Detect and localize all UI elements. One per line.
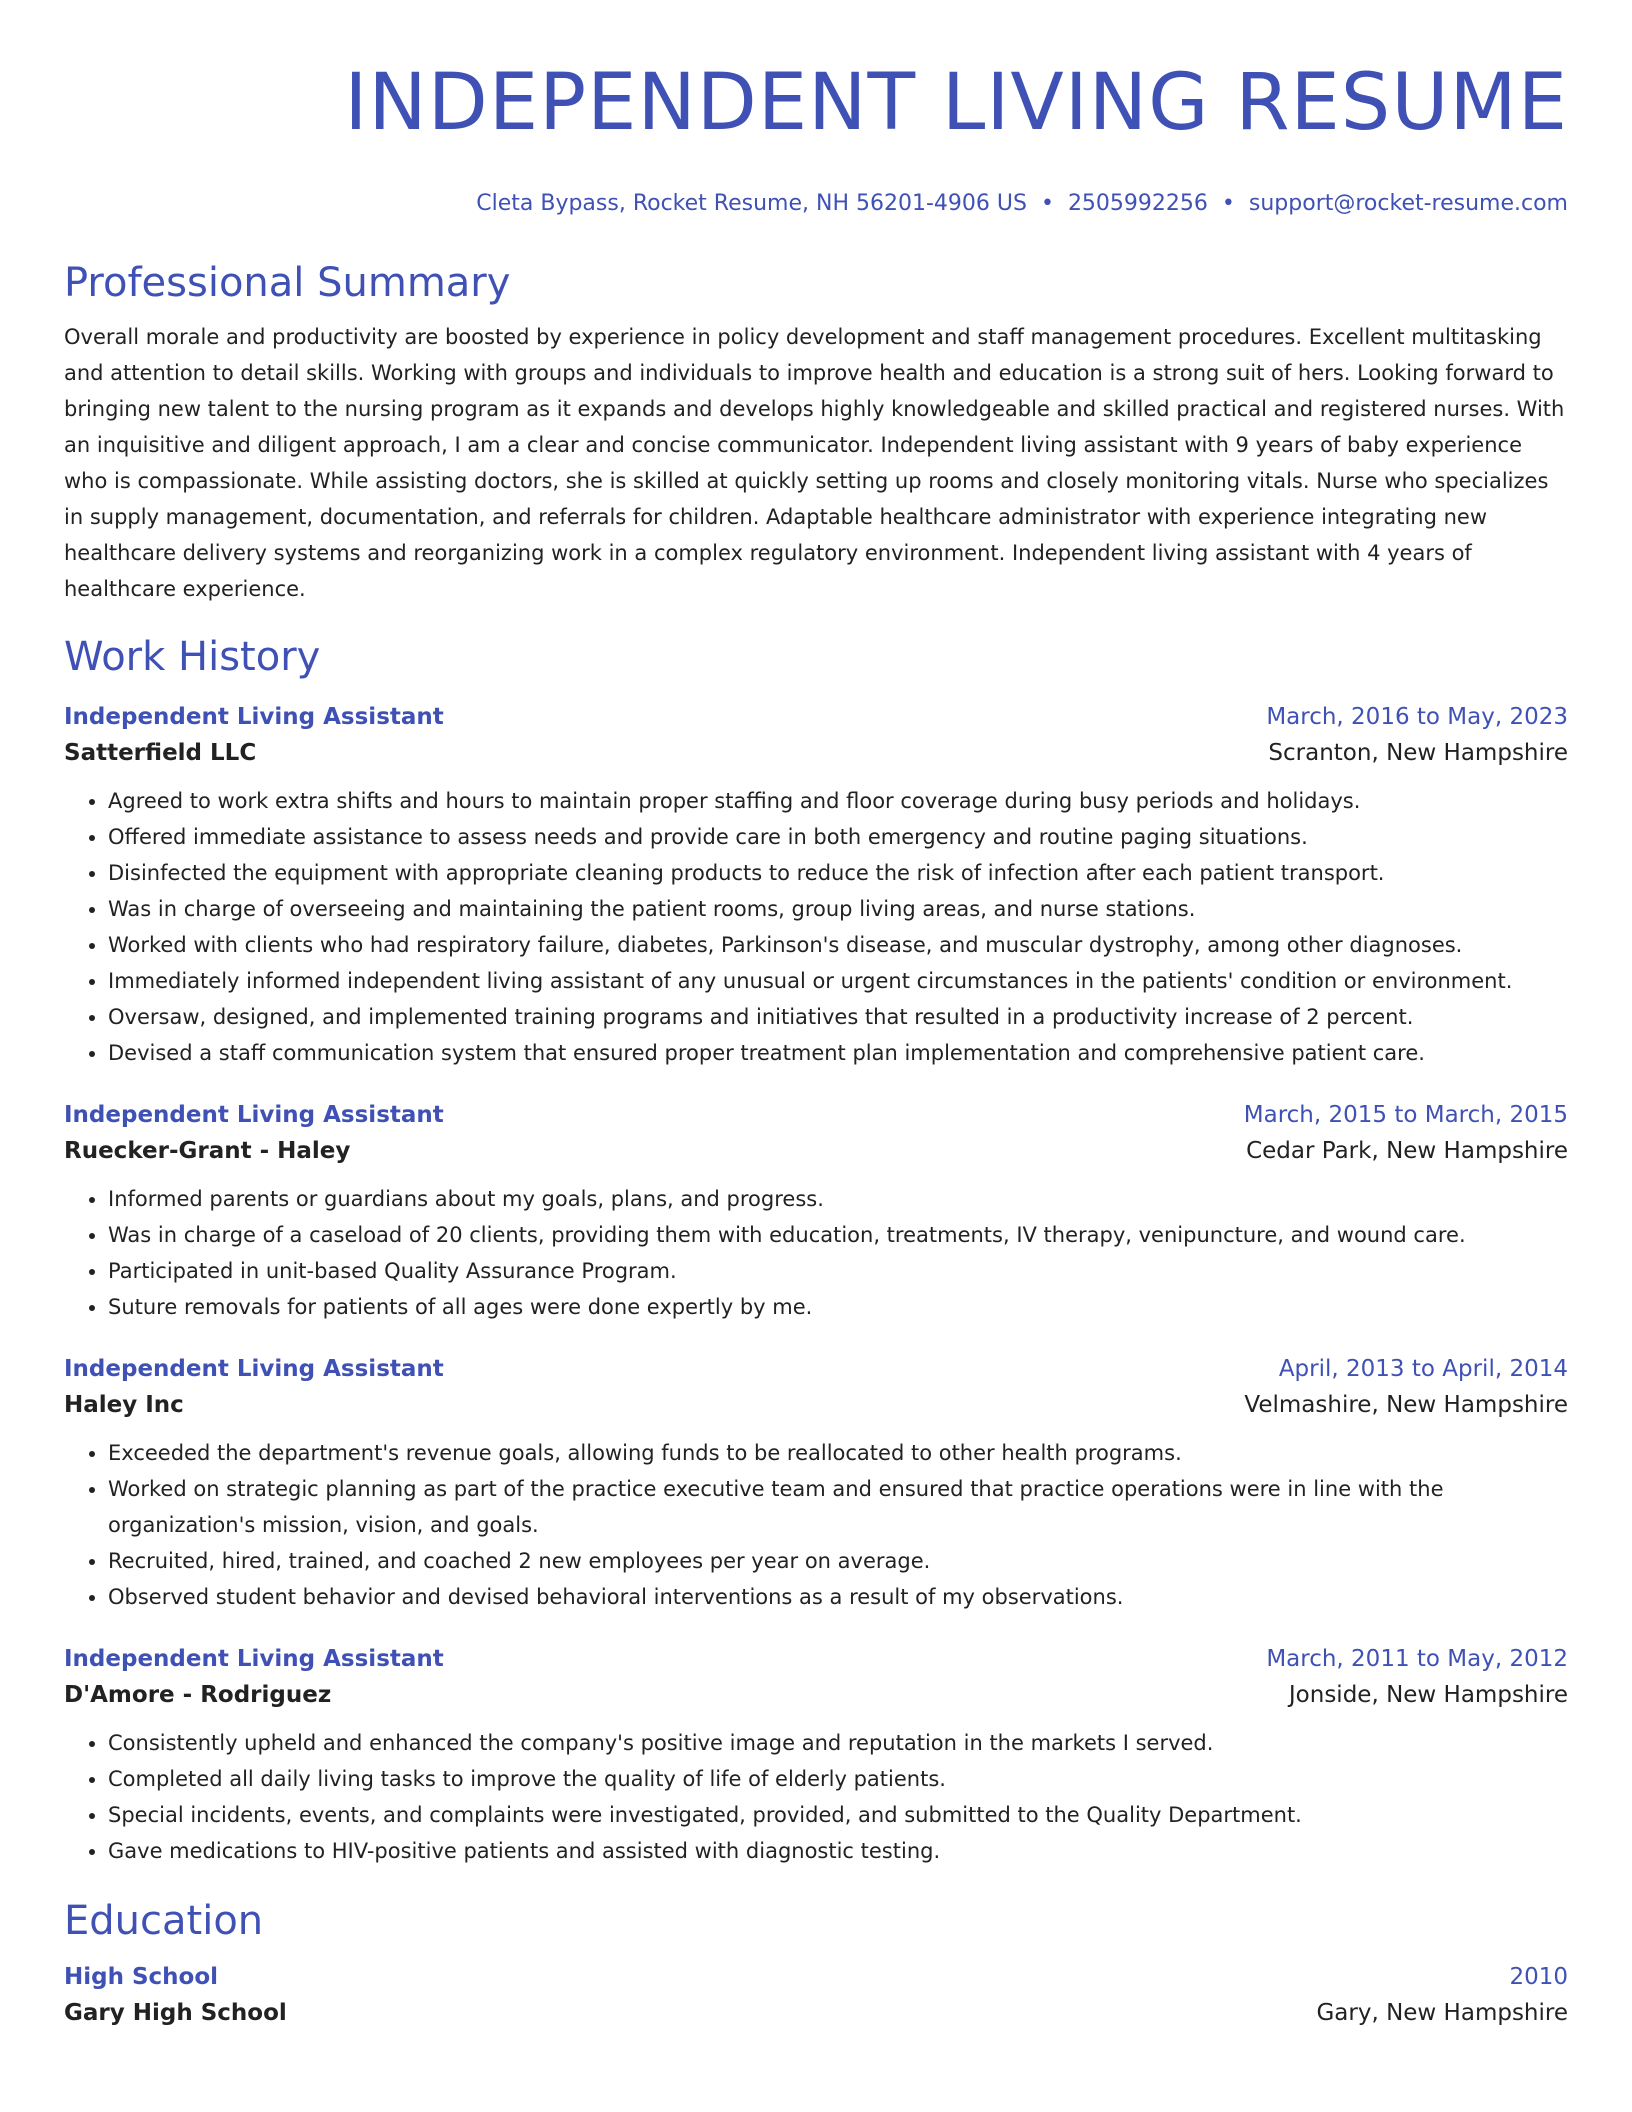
job-title: Independent Living Assistant [64,704,444,730]
job-company-row [64,1677,1568,1713]
contact-email: support@rocket-resume.com [1248,191,1568,216]
job-title: Independent Living Assistant [64,1646,444,1672]
job-duties-list [64,783,1568,1071]
job-duty: • Was in charge of a caseload of 20 clients, providing them with education, treatments, IV therapy, venipuncture, and wound care. [108,1217,1568,1253]
education-degree: High School [64,1964,219,1990]
job-location: Jonside, New Hampshire [1288,1682,1568,1708]
job-duty: • Was in charge of overseeing and maintaining the patient rooms, group living areas, and nurse stations. [108,891,1568,927]
contact-separator: • [1221,191,1235,216]
education-location: Gary, New Hampshire [1316,2000,1568,2026]
job-duty: • Offered immediate assistance to assess needs and provide care in both emergency and routine paging situations. [108,819,1568,855]
education-school: Gary High School [64,2000,287,2026]
job-title: Independent Living Assistant [64,1356,444,1382]
job-title: Independent Living Assistant [64,1102,444,1128]
job-company: Ruecker-Grant - Haley [64,1138,351,1164]
contact-separator: • [1040,191,1054,216]
education-heading: Education [64,1898,264,1944]
job-header-row [64,1097,1568,1133]
contact-address: Cleta Bypass, Rocket Resume, NH 56201-4906 US [476,191,1027,216]
job-duty: • Special incidents, events, and complaints were investigated, provided, and submitted to the Quality Department. [108,1797,1568,1833]
job-duty: • Disinfected the equipment with appropriate cleaning products to reduce the risk of infection after each patient transport. [108,855,1568,891]
job-duty: • Observed student behavior and devised behavioral interventions as a result of my observations. [108,1579,1568,1615]
job-location: Velmashire, New Hampshire [1244,1392,1568,1418]
education-header-row [64,1959,1568,1995]
job-duty: • Immediately informed independent living assistant of any unusual or urgent circumstances in the patients' condition or environment. [108,963,1568,999]
education-year: 2010 [1509,1964,1568,1990]
job-location: Cedar Park, New Hampshire [1246,1138,1568,1164]
education-school-row [64,1995,1568,2031]
job-duty: • Exceeded the department's revenue goals, allowing funds to be reallocated to other health programs. [108,1435,1568,1471]
summary-heading: Professional Summary [64,260,511,306]
education-entry [64,1959,1568,2031]
job-dates: March, 2016 to May, 2023 [1266,704,1568,730]
job-duty: • Worked on strategic planning as part of the practice executive team and ensured that practice operations were in line with the organization's mission, vision, and goals. [108,1471,1568,1543]
job-company-row [64,735,1568,771]
job-company-row [64,1133,1568,1169]
job-duty: • Informed parents or guardians about my goals, plans, and progress. [108,1181,1568,1217]
resume-name: INDEPENDENT LIVING RESUME [344,58,1568,148]
job-company: Satterfield LLC [64,740,257,766]
job-duty: • Participated in unit-based Quality Assurance Program. [108,1253,1568,1289]
job-header-row [64,1351,1568,1387]
job-duty: • Completed all daily living tasks to improve the quality of life of elderly patients. [108,1761,1568,1797]
work-history-heading: Work History [64,634,321,680]
job-duties-list [64,1435,1568,1615]
job-dates: March, 2011 to May, 2012 [1266,1646,1568,1672]
job-duty: • Suture removals for patients of all ages were done expertly by me. [108,1289,1568,1325]
summary-text: Overall morale and productivity are boosted by experience in policy development and staff management procedures. Excellent multitasking and attention to detail skills. Working with groups and individuals to improve health and education is a strong suit of hers. Looking forward to bringing new talent to the nursing program as it expands and develops highly knowledgeable and skilled practical and registered nurses. With an inquisitive and diligent approach, I am a clear and concise communicator. Independent living assistant with 9 years of baby experience who is compassionate. While assisting doctors, she is skilled at quickly setting up rooms and closely monitoring vitals. Nurse who specializes in supply management, documentation, and referrals for children. Adaptable healthcare administrator with experience integrating new healthcare delivery systems and reorganizing work in a complex regulatory environment. Independent living assistant with 4 years of healthcare experience. [64,325,1565,601]
job-dates: March, 2015 to March, 2015 [1243,1102,1568,1128]
job-duty: • Gave medications to HIV-positive patients and assisted with diagnostic testing. [108,1833,1568,1869]
job-duty: • Oversaw, designed, and implemented training programs and initiatives that resulted in a productivity increase of 2 percent. [108,999,1568,1035]
job-company: D'Amore - Rodriguez [64,1682,332,1708]
job-header-row [64,1641,1568,1677]
job-entry [64,1097,1568,1325]
job-duty: • Devised a staff communication system that ensured proper treatment plan implementation and comprehensive patient care. [108,1035,1568,1071]
job-location: Scranton, New Hampshire [1268,740,1568,766]
job-duty: • Recruited, hired, trained, and coached 2 new employees per year on average. [108,1543,1568,1579]
job-duties-list [64,1181,1568,1325]
contact-line [64,189,1568,219]
job-dates: April, 2013 to April, 2014 [1278,1356,1568,1382]
job-company: Haley Inc [64,1392,184,1418]
job-entry [64,1641,1568,1869]
job-duty: • Agreed to work extra shifts and hours to maintain proper staffing and floor coverage during busy periods and holidays. [108,783,1568,819]
job-header-row [64,699,1568,735]
job-duty: • Consistently upheld and enhanced the company's positive image and reputation in the markets I served. [108,1725,1568,1761]
job-duty: • Worked with clients who had respiratory failure, diabetes, Parkinson's disease, and muscular dystrophy, among other diagnoses. [108,927,1568,963]
job-duties-list [64,1725,1568,1869]
contact-phone: 2505992256 [1067,191,1208,216]
job-entry [64,1351,1568,1615]
job-entry [64,699,1568,1071]
job-company-row [64,1387,1568,1423]
